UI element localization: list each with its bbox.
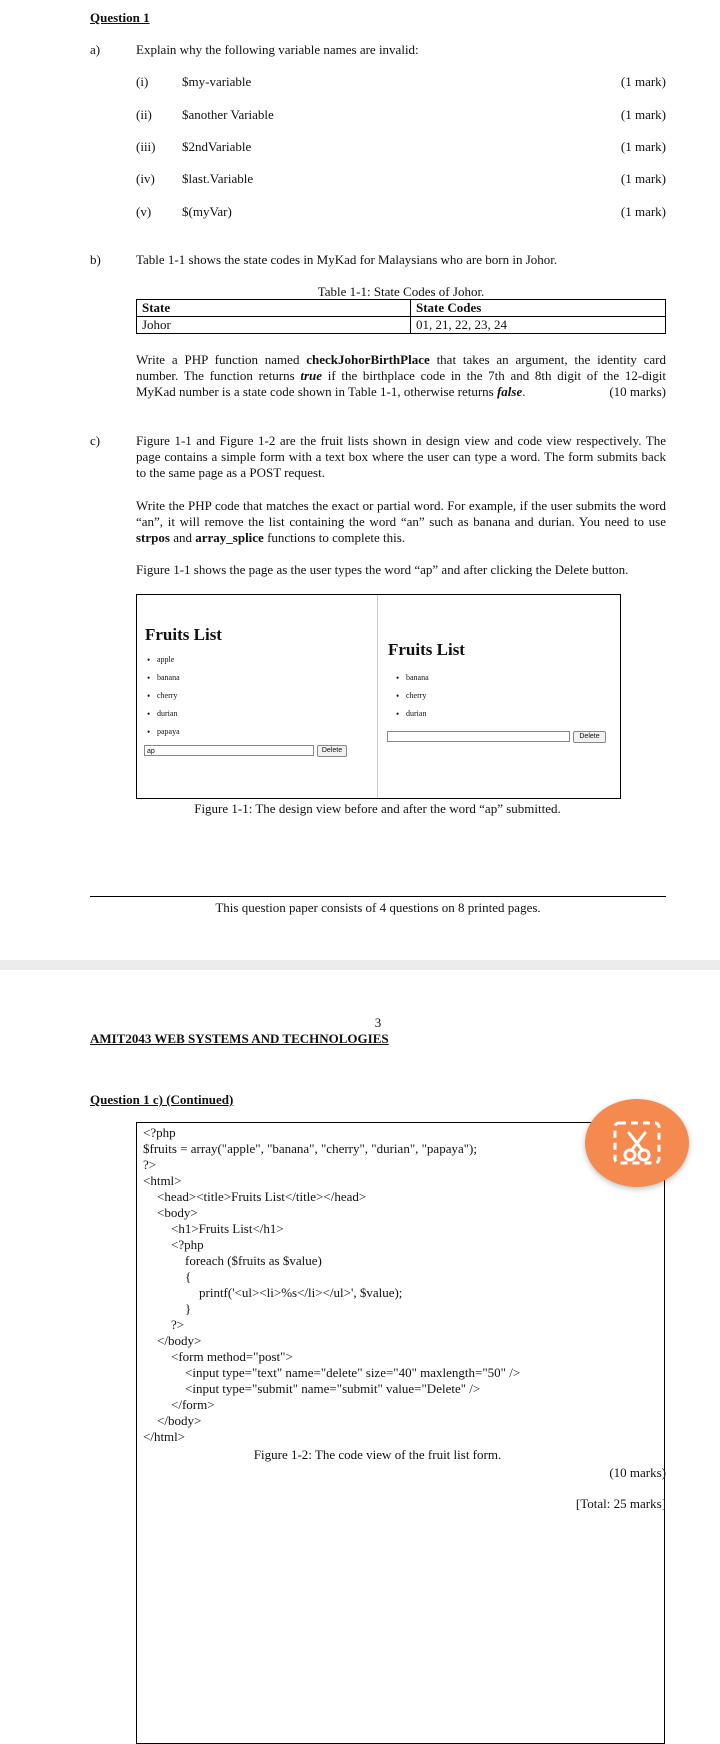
figure-1-1-caption: Figure 1-1: The design view before and after the word “ap” submitted. [194,801,561,816]
section-title: Question 1 c) (Continued) [90,1092,234,1107]
list-item: • papaya [143,723,180,741]
course-title: AMIT2043 WEB SYSTEMS AND TECHNOLOGIES [90,1031,389,1046]
table-cell: Johor [137,317,411,334]
right-fruits-title: Fruits List [388,640,465,659]
list-item: • banana [392,669,429,687]
list-item: • durian [143,705,180,723]
variable-name: $(myVar) [182,204,232,219]
code-line: <?php [171,1237,204,1252]
code-line: <head><title>Fruits List</title></head> [157,1189,367,1204]
part-c-label: c) [90,433,101,448]
item-number: (v) [136,204,152,219]
code-line: $fruits = array("apple", "banana", "cherry", "durian", "papaya"); [143,1141,477,1156]
variable-name: $2ndVariable [182,139,252,154]
list-item: • apple [143,651,180,669]
code-line: <input type="submit" name="submit" value="Delete" /> [185,1381,481,1396]
item-mark: (1 mark) [620,107,666,122]
list-item: • durian [392,705,429,723]
table-header: State [137,300,411,317]
item-mark: (1 mark) [620,171,666,186]
screenshot-crop-button[interactable] [585,1099,689,1187]
table-cell: 01, 21, 22, 23, 24 [411,317,666,334]
scissors-icon [585,1099,689,1187]
list-item: • banana [143,669,180,687]
table-caption: Table 1-1: State Codes of Johor. [317,284,485,299]
page-number: 3 [374,1015,382,1030]
code-line: <html> [143,1173,182,1188]
part-c-para-2: Write the PHP code that matches the exact or partial word. For example, if the user submits the word “an”, it will remove the list containing the word “an” such as banana and durian. You need to use strpos and array_splice functions to complete this. [136,498,666,545]
code-line: </body> [157,1413,202,1428]
list-item: • cherry [143,687,180,705]
code-line: <?php [143,1125,176,1140]
page-footer: This question paper consists of 4 questions on 8 printed pages. [215,900,541,915]
left-delete-button[interactable]: Delete [317,745,347,757]
code-line: </form> [171,1397,215,1412]
part-c-para-3: Figure 1-1 shows the page as the user types the word “ap” and after clicking the Delete button. [136,562,629,577]
code-view-box [136,1122,665,1744]
code-line: } [185,1301,192,1316]
code-line: <body> [157,1205,198,1220]
code-line: printf('<ul><li>%s</li></ul>', $value); [199,1285,403,1300]
part-a-text: Explain why the following variable names are invalid: [136,42,419,57]
exam-page-2 [0,970,720,1520]
variable-name: $my-variable [182,74,252,89]
code-line: foreach ($fruits as $value) [185,1253,322,1268]
item-number: (iv) [136,171,155,186]
left-fruit-list [143,651,180,741]
code-line: </html> [143,1429,186,1444]
variable-name: $another Variable [182,107,274,122]
left-fruits-title: Fruits List [145,625,222,644]
code-line: ?> [171,1317,185,1332]
part-c-para-1: Figure 1-1 and Figure 1-2 are the fruit lists shown in design view and code view respectively. The page contains a simple form with a text box where the user can type a word. The form submits back to the same page as a POST request. [136,433,666,480]
part-a-label: a) [90,42,101,57]
code-line: <form method="post"> [171,1349,293,1364]
footer-rule [90,896,666,897]
item-mark: (1 mark) [620,139,666,154]
left-delete-input[interactable]: ap [144,745,314,756]
state-codes-table [136,299,666,334]
code-line: <input type="text" name="delete" size="40" maxlength="50" /> [185,1365,521,1380]
figure-divider [377,595,378,798]
right-delete-input[interactable] [387,731,570,742]
item-number: (ii) [136,107,152,122]
code-line: </body> [157,1333,202,1348]
page-gap [0,960,720,970]
right-delete-button[interactable]: Delete [573,731,606,743]
part-b-marks: (10 marks) [609,384,666,399]
code-line: <h1>Fruits List</h1> [171,1221,284,1236]
part-c-marks: (10 marks) [609,1465,666,1480]
list-item: • cherry [392,687,429,705]
part-b-instructions: Write a PHP function named checkJohorBirthPlace that takes an argument, the identity card number. The function returns true if the birthplace code in the 7th and 8th digit of the 12-digit MyKad number is a state code shown in Table 1-1, otherwise returns false. [136,352,666,399]
table-header: State Codes [411,300,666,317]
code-line: ?> [143,1157,157,1172]
figure-1-1 [136,594,621,799]
right-fruit-list [392,669,429,723]
item-mark: (1 mark) [620,204,666,219]
variable-name: $last.Variable [182,171,254,186]
figure-1-2-caption: Figure 1-2: The code view of the fruit list form. [253,1447,502,1462]
code-line: { [185,1269,192,1284]
part-b-label: b) [90,252,101,267]
item-number: (iii) [136,139,156,154]
item-number: (i) [136,74,149,89]
item-mark: (1 mark) [620,74,666,89]
total-marks: [Total: 25 marks] [575,1496,666,1511]
part-b-text: Table 1-1 shows the state codes in MyKad for Malaysians who are born in Johor. [136,252,558,267]
question-title: Question 1 [90,10,150,25]
